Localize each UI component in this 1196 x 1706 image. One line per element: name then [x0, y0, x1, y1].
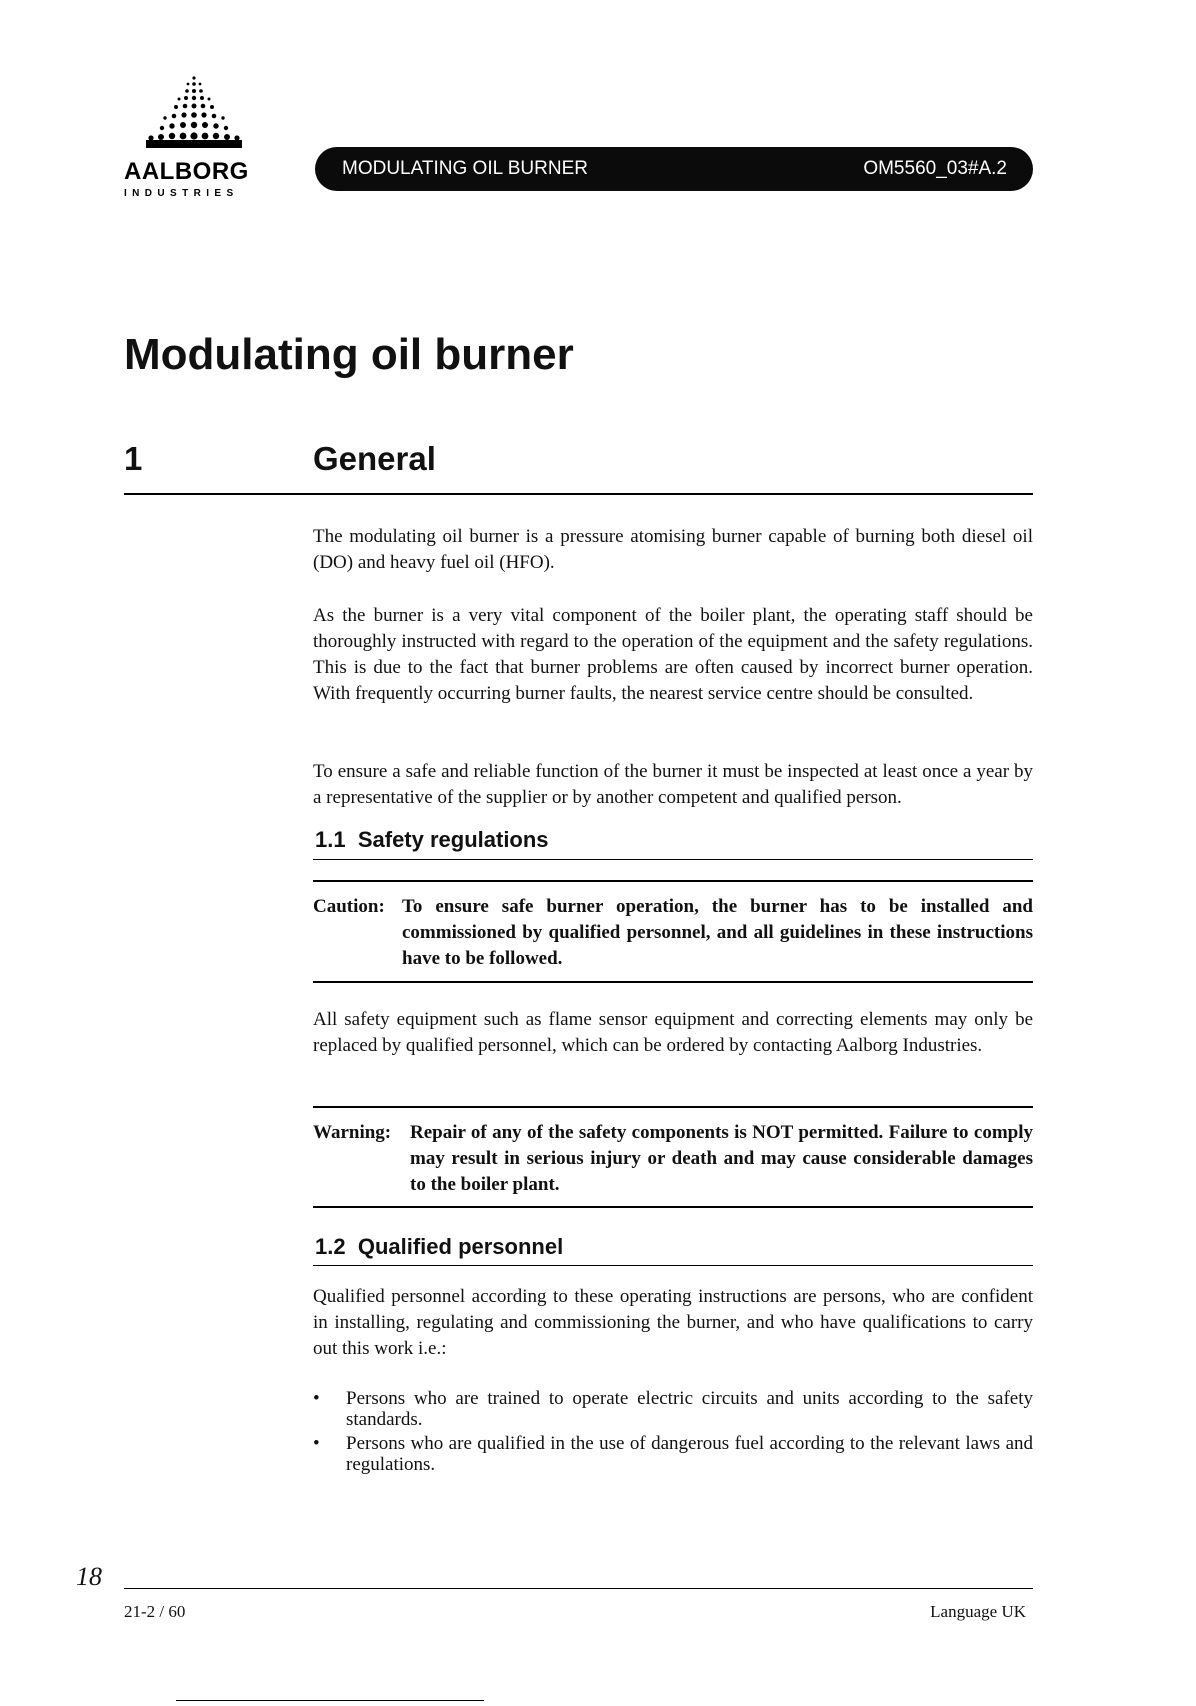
notice-bottom-rule — [313, 981, 1033, 983]
section-number: 1 — [124, 440, 143, 477]
subsection-heading-safety — [315, 827, 549, 853]
subsection-title: Safety regulations — [357, 827, 549, 852]
paragraph-safety-equipment: All safety equipment such as flame sensor equipment and correcting elements may only be replaced by qualified personnel, which can be ordered by contacting Aalborg Industries. — [313, 1009, 1033, 1056]
header-bar — [315, 147, 1033, 191]
qualification-list — [313, 1388, 1033, 1478]
caution-text: To ensure safe burner operation, the burner has to be installed and commissioned by qualified personnel, and all guidelines in these instructions have to be followed. — [402, 896, 1033, 969]
subsection-heading-qualified — [315, 1234, 563, 1260]
notice-bottom-rule — [313, 1206, 1033, 1208]
subsection-divider — [313, 1265, 1033, 1266]
footer-divider — [124, 1588, 1033, 1589]
caution-notice — [313, 894, 1033, 972]
page-number: 21-2 / 60 — [124, 1602, 186, 1621]
section-title: General — [313, 440, 436, 477]
paragraph-qualified: Qualified personnel according to these operating instructions are persons, who are confident in installing, regulating and commissioning the burner, and who have qualifications to carry out this work i.e.: — [313, 1286, 1033, 1359]
brand-subtitle: INDUSTRIES — [124, 188, 239, 199]
notice-top-rule — [313, 1106, 1033, 1108]
list-item: • Persons who are qualified in the use of dangerous fuel according to the relevant laws and regulations. — [313, 1433, 1033, 1475]
warning-label: Warning: — [313, 1122, 392, 1143]
paragraph-staff: As the burner is a very vital component of the boiler plant, the operating staff should be thoroughly instructed with regard to the operation of the equipment and the safety regulations. This is due to the fact that burner problems are often caused by incorrect burner operation. With frequently occurring burner faults, the nearest service centre should be consulted. — [313, 605, 1033, 704]
company-logo — [124, 72, 264, 202]
warning-text: Repair of any of the safety components is NOT permitted. Failure to comply may result in serious injury or death and may cause considerable damages to the boiler plant. — [410, 1122, 1033, 1195]
handwritten-page-mark: 18 — [76, 1562, 102, 1591]
language-label: Language UK — [930, 1602, 1026, 1621]
caution-label: Caution: — [313, 896, 385, 917]
subsection-number: 1.2 — [315, 1234, 346, 1259]
paragraph-inspection: To ensure a safe and reliable function of the burner it must be inspected at least once a year by a representative of the supplier or by another competent and qualified person. — [313, 761, 1033, 808]
warning-notice — [313, 1120, 1033, 1198]
page-title: Modulating oil burner — [124, 330, 574, 379]
bottom-edge-rule — [176, 1700, 484, 1701]
subsection-title: Qualified personnel — [357, 1234, 564, 1259]
section-divider — [124, 493, 1033, 495]
notice-top-rule — [313, 880, 1033, 882]
brand-name: AALBORG — [124, 158, 249, 185]
subsection-number: 1.1 — [315, 827, 346, 852]
header-title: MODULATING OIL BURNER — [342, 158, 588, 179]
document-code: OM5560_03#A.2 — [863, 158, 1007, 179]
subsection-divider — [313, 859, 1033, 860]
logo-dots-icon — [142, 72, 246, 152]
paragraph-intro: The modulating oil burner is a pressure atomising burner capable of burning both diesel oil (DO) and heavy fuel oil (HFO). — [313, 526, 1033, 573]
list-item: • Persons who are trained to operate electric circuits and units according to the safety standards. — [313, 1388, 1033, 1430]
